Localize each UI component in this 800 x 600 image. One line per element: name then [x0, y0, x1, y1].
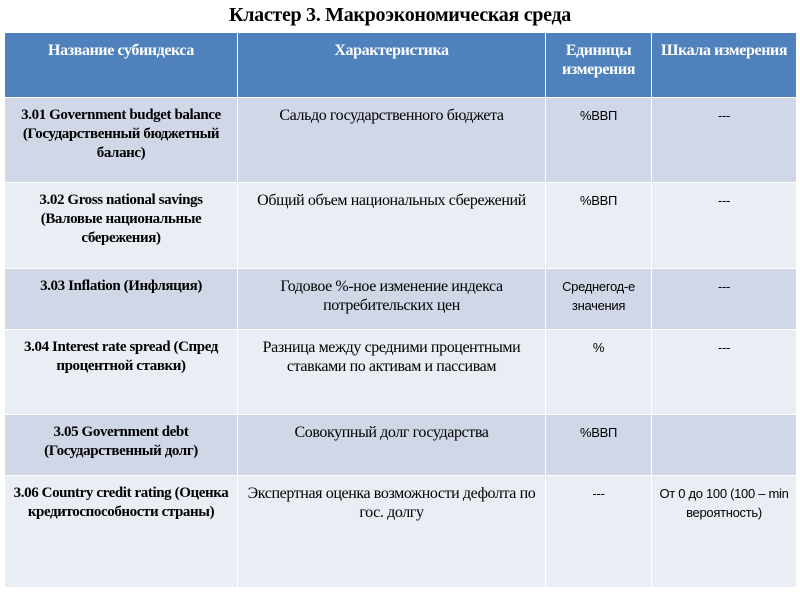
subindex-units: %ВВП — [546, 415, 652, 476]
macro-environment-table — [4, 32, 797, 588]
table-row — [5, 415, 797, 476]
subindex-name: 3.04 Interest rate spread (Спред процентной ставки) — [5, 330, 238, 415]
subindex-units: --- — [546, 476, 652, 588]
subindex-name: 3.02 Gross national savings (Валовые национальные сбережения) — [5, 183, 238, 269]
subindex-name: 3.06 Country credit rating (Оценка кредитоспособности страны) — [5, 476, 238, 588]
subindex-description: Разница между средними процентными ставками по активам и пассивам — [238, 330, 546, 415]
subindex-scale — [652, 415, 797, 476]
subindex-scale: От 0 до 100 (100 – min вероятность) — [652, 476, 797, 588]
table-row — [5, 98, 797, 183]
table-row — [5, 476, 797, 588]
subindex-scale: --- — [652, 330, 797, 415]
subindex-scale: --- — [652, 98, 797, 183]
subindex-units: %ВВП — [546, 98, 652, 183]
subindex-scale: --- — [652, 183, 797, 269]
subindex-units: % — [546, 330, 652, 415]
subindex-description: Экспертная оценка возможности дефолта по гос. долгу — [238, 476, 546, 588]
table-row — [5, 330, 797, 415]
subindex-description: Сальдо государственного бюджета — [238, 98, 546, 183]
subindex-description: Совокупный долг государства — [238, 415, 546, 476]
slide-title: Кластер 3. Макроэкономическая среда — [229, 4, 571, 26]
subindex-name: 3.01 Government budget balance (Государственный бюджетный баланс) — [5, 98, 238, 183]
subindex-description: Общий объем национальных сбережений — [238, 183, 546, 269]
table-row — [5, 183, 797, 269]
header-scale: Шкала измерения — [652, 33, 797, 98]
header-description: Характеристика — [238, 33, 546, 98]
subindex-name: 3.03 Inflation (Инфляция) — [5, 269, 238, 330]
subindex-scale: --- — [652, 269, 797, 330]
subindex-description: Годовое %-ное изменение индекса потребительских цен — [238, 269, 546, 330]
header-subindex-name: Название субиндекса — [5, 33, 238, 98]
subindex-name: 3.05 Government debt (Государственный долг) — [5, 415, 238, 476]
subindex-units: %ВВП — [546, 183, 652, 269]
header-units: Единицы измерения — [546, 33, 652, 98]
subindex-units: Среднегод-е значения — [546, 269, 652, 330]
table-header-row — [5, 33, 797, 98]
table-row — [5, 269, 797, 330]
